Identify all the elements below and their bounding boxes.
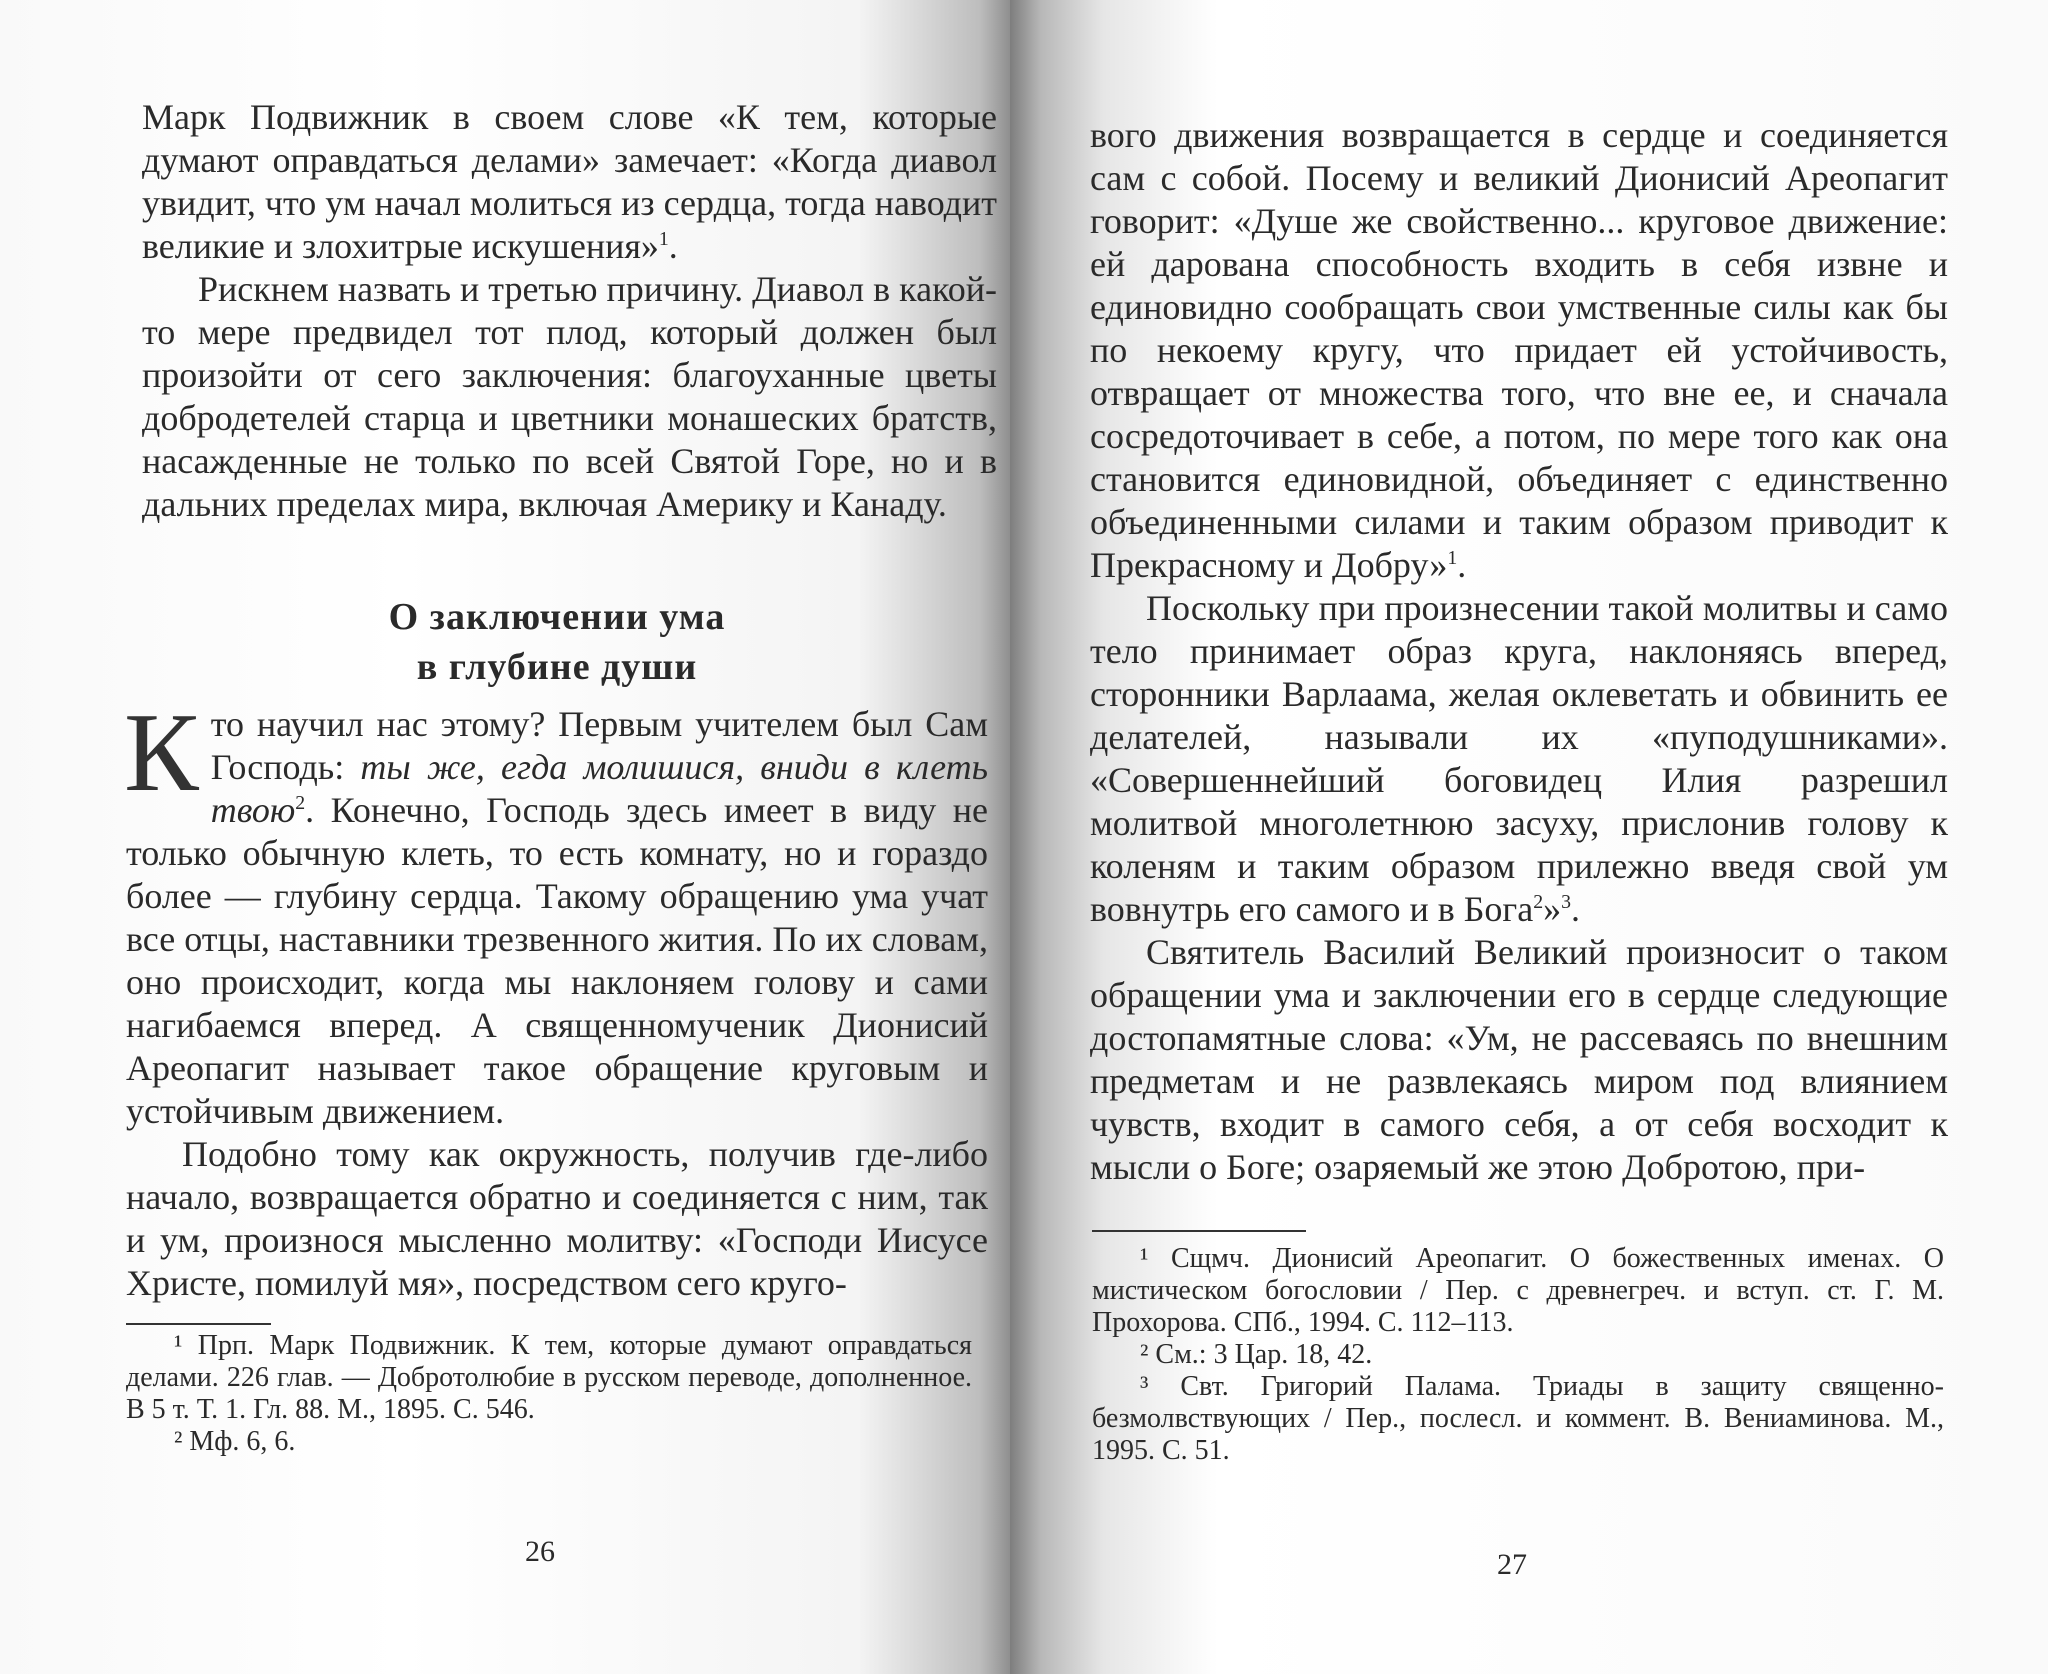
paragraph: Рискнем назвать и третью причину. Диавол в какой-то мере предвидел тот плод, который должен был произойти от сего заключения: благоуханные цветы добродетелей старца и цветники монашеских братств, насажденные не только по всей Святой Горе, но и в дальних пределах мира, включая Америку и Канаду. — [142, 269, 997, 524]
footnote: ¹ Сщмч. Дионисий Ареопагит. О божественных именах. О мистическом богословии / Пер. с древнегреч. и вступ. ст. Г. М. Прохорова. СПб., 1994. С. 112–113. — [1092, 1243, 1944, 1338]
paragraph: вого движения возвращается в сердце и соединяется сам с собой. Посему и великий Дионисий Ареопагит говорит: «Душе же свойственно... круговое движение: ей дарована способность входить в себя извне и единовидно сообращать свои умственные силы как бы по некоему кругу, что придает ей устойчивость, отвращает от множества того, что вне ее, и сначала сосредоточивает в себе, а потом, по мере того как она становится единовидной, объединяет с единственно объединенными силами и таким образом приводит к Прекрасному и Добру»$^1$. — [1090, 115, 1948, 585]
footnote-ref: 2 — [295, 792, 306, 814]
footnote-ref: 1 — [658, 228, 669, 250]
footnote-ref: 1 — [1447, 547, 1458, 569]
footnote-ref: 3 — [1561, 891, 1571, 913]
footnote: ² См.: 3 Цар. 18, 42. — [1140, 1339, 1373, 1370]
footnote: ¹ Прп. Марк Подвижник. К тем, которые думают оправдаться делами. 226 глав. — Добротолюбие в русском переводе, дополненное. В 5 т. Т. 1. Гл. 88. М., 1895. С. 546. — [126, 1330, 972, 1425]
footnote: ² Мф. 6, 6. — [174, 1426, 296, 1457]
right-body-text — [1090, 114, 1948, 1189]
right-page — [1010, 0, 2048, 1674]
footnote-divider — [1092, 1230, 1306, 1232]
paragraph: Святитель Василий Великий произносит о таком обращении ума и заключении его в сердце следующие достопамятные слова: «Ум, не рассеваясь по внешним предметам и не развлекаясь миром под влиянием чувств, входит в самого себя, а от себя восходит к мысли о Боге; озаряемый же этою Добротою, при- — [1090, 932, 1948, 1187]
heading-line-2: в глубине души — [416, 646, 698, 688]
left-page — [0, 0, 1010, 1674]
left-body-text — [124, 691, 988, 1305]
footnote: ³ Свт. Григорий Палама. Триады в защиту священно-безмолвствующих / Пер., послесл. и коммент. В. Вениаминова. М., 1995. С. 51. — [1092, 1371, 1944, 1466]
drop-cap: К — [124, 691, 199, 815]
page-number: 27 — [1497, 1548, 1527, 1581]
footnote-divider — [126, 1323, 271, 1325]
heading-line-1: О заключении ума — [388, 596, 726, 638]
left-intro-text — [142, 96, 997, 526]
paragraph: Кто научил нас этому? Первым учителем был Сам Господь: ты же, егда молишися, вниди в клеть твою$^2$. Конечно, Господь здесь имеет в виду не только обычную клеть, то есть комнату, но и гораздо более — глубину сердца. Такому обращению ума учат все отцы, наставники трезвенного жития. По их словам, оно происходит, когда мы наклоняем голову и сами нагибаемся вперед. А священномученик Дионисий Ареопагит называет такое обращение круговым и устойчивым движением. — [124, 691, 988, 1131]
footnotes — [126, 1330, 972, 1458]
footnotes — [1092, 1243, 1944, 1467]
page-number: 26 — [525, 1535, 555, 1568]
footnote-ref: 2 — [1533, 891, 1544, 913]
section-heading — [126, 592, 988, 692]
scripture-quote: ты же, егда молишися, вниди в клеть твою — [210, 747, 988, 830]
paragraph: Подобно тому как окружность, получив где-либо начало, возвращается обратно и соединяется с ним, так и ум, произнося мысленно молитву: «Господи Иисусе Христе, помилуй мя», посредством сего круго- — [126, 1134, 988, 1303]
paragraph: Марк Подвижник в своем слове «К тем, которые думают оправдаться делами» замечает: «Когда диавол увидит, что ум начал молиться из сердца, тогда наводит великие и злохитрые искушения»$^1$. — [142, 97, 997, 266]
paragraph: Поскольку при произнесении такой молитвы и само тело принимает образ круга, наклоняясь вперед, сторонники Варлаама, желая оклеветать и обвинить ее делателей, называли их «пуподушниками». «Совершеннейший боговидец Илия разрешил молитвой многолетнюю засуху, прислонив голову к коленям и таким образом прилежно введя свой ум вовнутрь его самого и в Бога$^2$»$^3$. — [1090, 588, 1948, 929]
